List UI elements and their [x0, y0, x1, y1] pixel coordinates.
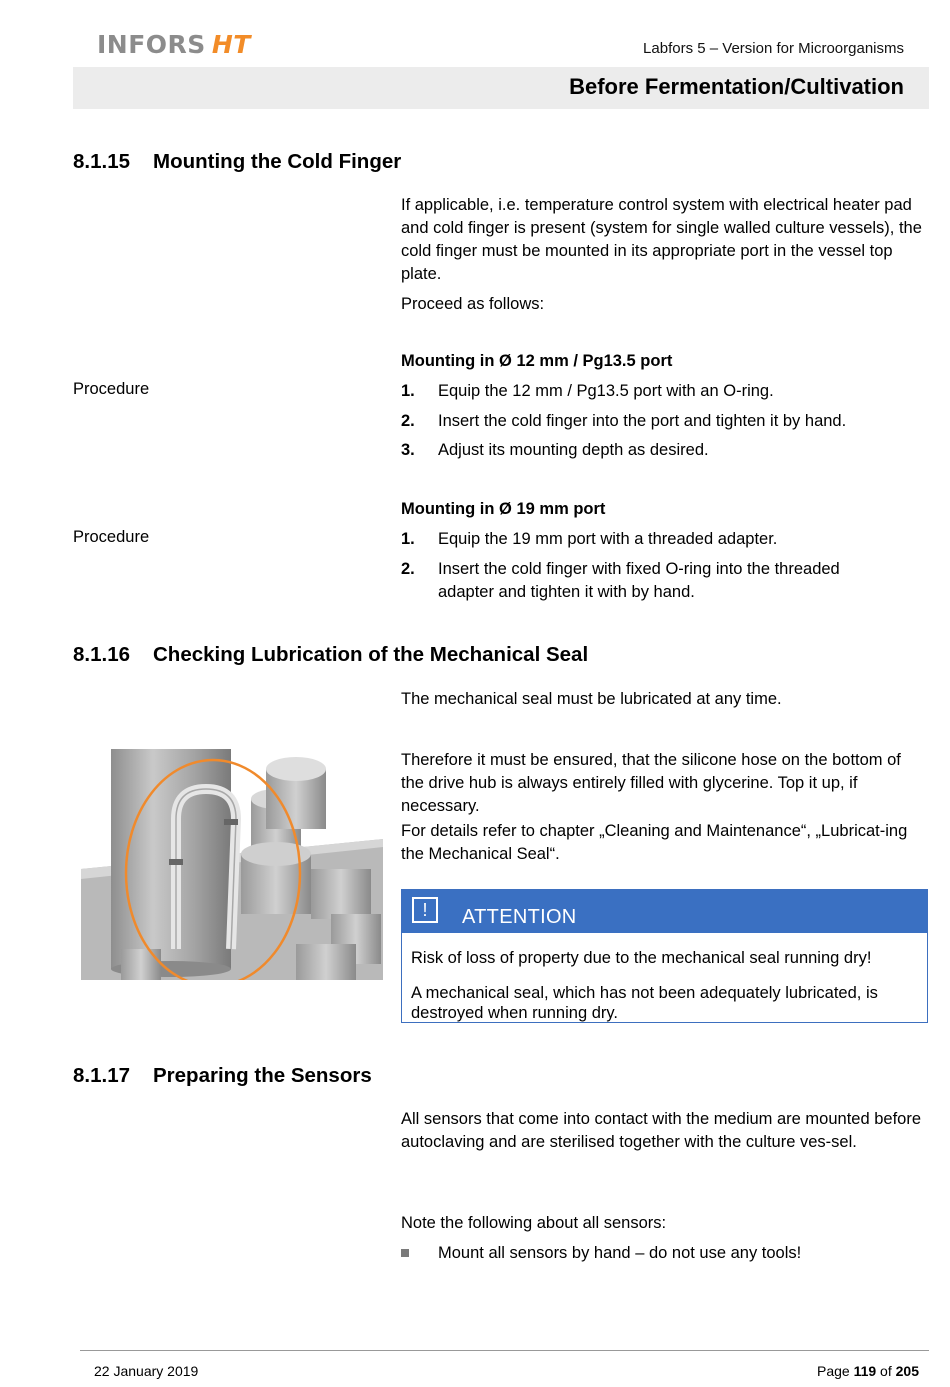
- footer-divider: [80, 1350, 929, 1351]
- section-heading-cold-finger: [73, 150, 401, 174]
- section-title: Checking Lubrication of the Mechanical Seal: [153, 643, 589, 666]
- footer-page-number: Page 119 of 205: [816, 1363, 919, 1379]
- mounting-12mm-heading: Mounting in Ø 12 mm / Pg13.5 port: [401, 352, 673, 370]
- step-item: 1. Equip the 12 mm / Pg13.5 port with an O-ring.: [401, 382, 774, 400]
- seal-paragraph-1: The mechanical seal must be lubricated at any time.: [401, 690, 782, 708]
- section-title: Preparing the Sensors: [153, 1064, 372, 1087]
- procedure-label: Procedure: [73, 380, 150, 398]
- drive-hub-illustration: [81, 749, 383, 980]
- document-title: Labfors 5 – Version for Microorganisms: [643, 40, 904, 57]
- step-item: 2. Insert the cold finger into the port and tighten it by hand.: [401, 412, 847, 430]
- attention-line-1: Risk of loss of property due to the mechanical seal running dry!: [411, 949, 872, 967]
- infors-ht-logo: INFORS HT: [97, 30, 251, 59]
- chapter-title: Before Fermentation/Cultivation: [569, 74, 904, 99]
- attention-title: ATTENTION: [462, 906, 577, 928]
- step-item: 2. Insert the cold finger with fixed O-ring into the threaded adapter and tighten it with by hand.: [401, 560, 840, 601]
- sensors-bullet-1: Mount all sensors by hand – do not use any tools!: [438, 1244, 802, 1262]
- sensors-paragraph-2: Note the following about all sensors:: [401, 1214, 667, 1232]
- section-title: Mounting the Cold Finger: [153, 150, 402, 173]
- seal-paragraph-3-text: For details refer to chapter „Cleaning and Maintenance“, „Lubricat-ing the Mechanical Seal“.: [401, 822, 908, 863]
- section-number: 8.1.15: [73, 150, 130, 173]
- intro-paragraph: If applicable, i.e. temperature control system with electrical heater pad and cold finger is present (system for single walled culture vessels), the cold finger must be mounted in its appropriate port in the vessel top plate.: [401, 196, 922, 283]
- attention-line-2: A mechanical seal, which has not been adequately lubricated, is destroyed when running dry.: [411, 984, 878, 1022]
- proceed-text: Proceed as follows:: [401, 295, 545, 313]
- seal-paragraph-2: [401, 749, 926, 866]
- step-item: 3. Adjust its mounting depth as desired.: [401, 441, 709, 459]
- section-heading-sensors: [73, 1064, 372, 1088]
- section-number: 8.1.16: [73, 643, 130, 666]
- step-item: 1. Equip the 19 mm port with a threaded adapter.: [401, 530, 778, 548]
- seal-paragraph-2-text: Therefore it must be ensured, that the silicone hose on the bottom of the drive hub is always entirely filled with glycerine. Top it up, if necessary.: [401, 751, 901, 815]
- section-heading-mechanical-seal: [73, 643, 588, 667]
- section-number: 8.1.17: [73, 1064, 130, 1087]
- cold-finger-intro: [401, 194, 926, 316]
- mounting-19mm-heading: Mounting in Ø 19 mm port: [401, 500, 606, 518]
- sensors-paragraph-1: All sensors that come into contact with the medium are mounted before autoclaving and are sterilised together with the culture ves-sel.: [401, 1110, 922, 1151]
- footer-date: 22 January 2019: [94, 1363, 199, 1379]
- procedure-label: Procedure: [73, 528, 150, 546]
- warning-icon: !: [412, 897, 438, 923]
- bullet-square-icon: [401, 1242, 417, 1262]
